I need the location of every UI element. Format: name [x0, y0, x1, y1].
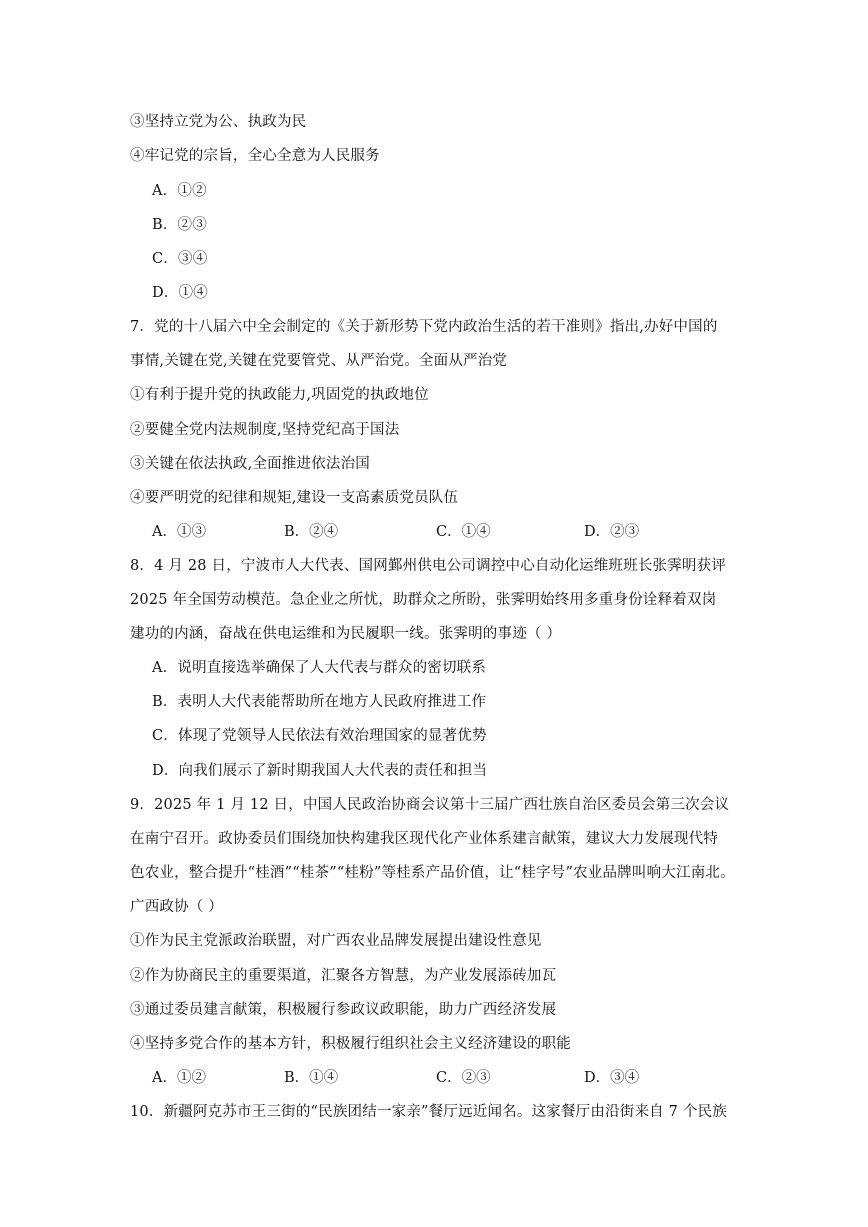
q7-option-c: C．①④ [436, 524, 491, 540]
q9-statement-1: ①作为民主党派政治联盟，对广西农业品牌发展提出建设性意见 [130, 933, 542, 949]
q8-stem-line-2: 2025 年全国劳动模范。急企业之所忧，助群众之所盼，张霁明始终用多重身份诠释着双岗 [130, 592, 717, 608]
q6-option-c: C．③④ [152, 251, 208, 267]
q7-statement-1: ①有利于提升党的执政能力,巩固党的执政地位 [130, 387, 429, 403]
q9-stem-line-1: 9．2025 年 1 月 12 日，中国人民政治协商会议第十三届广西壮族自治区委员会第三次会议 [130, 797, 730, 813]
q8-stem-line-3: 建功的内涵，奋战在供电运维和为民履职一线。张霁明的事迹（ ） [130, 626, 562, 642]
q9-option-a: A．①② [152, 1070, 206, 1086]
q7-option-b: B．②④ [284, 524, 339, 540]
q10-stem-line-1: 10．新疆阿克苏市王三街的“民族团结一家亲”餐厅远近闻名。这家餐厅由沿街来自 7 个民族 [130, 1104, 728, 1120]
q9-option-b: B．①④ [284, 1070, 339, 1086]
q9-option-d: D．③④ [584, 1070, 640, 1086]
q9-stem-line-4: 广西政协（ ） [130, 899, 224, 915]
q7-option-a: A．①③ [152, 524, 206, 540]
q9-stem-line-2: 在南宁召开。政协委员们围绕加快构建我区现代化产业体系建言献策，建议大力发展现代特 [130, 831, 718, 847]
q9-option-c: C．②③ [436, 1070, 491, 1086]
q8-option-d: D．向我们展示了新时期我国人大代表的责任和担当 [152, 763, 488, 779]
q7-statement-2: ②要健全党内法规制度,坚持党纪高于国法 [130, 422, 400, 438]
q8-stem-line-1: 8．4 月 28 日，宁波市人大代表、国网鄞州供电公司调控中心自动化运维班班长张霁明获评 [130, 558, 727, 574]
q6-statement-4: ④牢记党的宗旨，全心全意为人民服务 [130, 148, 380, 164]
q7-stem-line-1: 7．党的十八届六中全会制定的《关于新形势下党内政治生活的若干准则》指出,办好中国的 [130, 319, 718, 335]
q6-option-a: A．①② [152, 183, 207, 199]
q9-stem-line-3: 色农业，整合提升“桂酒”“桂茶”“桂粉”等桂系产品价值，让“桂字号”农业品牌叫响大江南北。 [130, 865, 735, 881]
q8-option-a: A．说明直接选举确保了人大代表与群众的密切联系 [152, 660, 487, 676]
q7-stem-line-2: 事情,关键在党,关键在党要管党、从严治党。全面从严治党 [130, 353, 508, 369]
q7-statement-4: ④要严明党的纪律和规矩,建设一支高素质党员队伍 [130, 490, 459, 506]
q7-statement-3: ③关键在依法执政,全面推进依法治国 [130, 456, 371, 472]
q8-option-b: B．表明人大代表能帮助所在地方人民政府推进工作 [152, 694, 487, 710]
q6-option-b: B．②③ [152, 217, 207, 233]
q9-statement-4: ④坚持多党合作的基本方针，积极履行组织社会主义经济建设的职能 [130, 1036, 571, 1052]
q7-option-d: D．②③ [584, 524, 640, 540]
q8-option-c: C．体现了党领导人民依法有效治理国家的显著优势 [152, 728, 487, 744]
q6-statement-3: ③坚持立党为公、执政为民 [130, 114, 307, 130]
q9-statement-3: ③通过委员建言献策，积极履行参政议政职能，助力广西经济发展 [130, 1002, 557, 1018]
q9-statement-2: ②作为协商民主的重要渠道，汇聚各方智慧，为产业发展添砖加瓦 [130, 968, 557, 984]
q6-option-d: D．①④ [152, 285, 208, 301]
